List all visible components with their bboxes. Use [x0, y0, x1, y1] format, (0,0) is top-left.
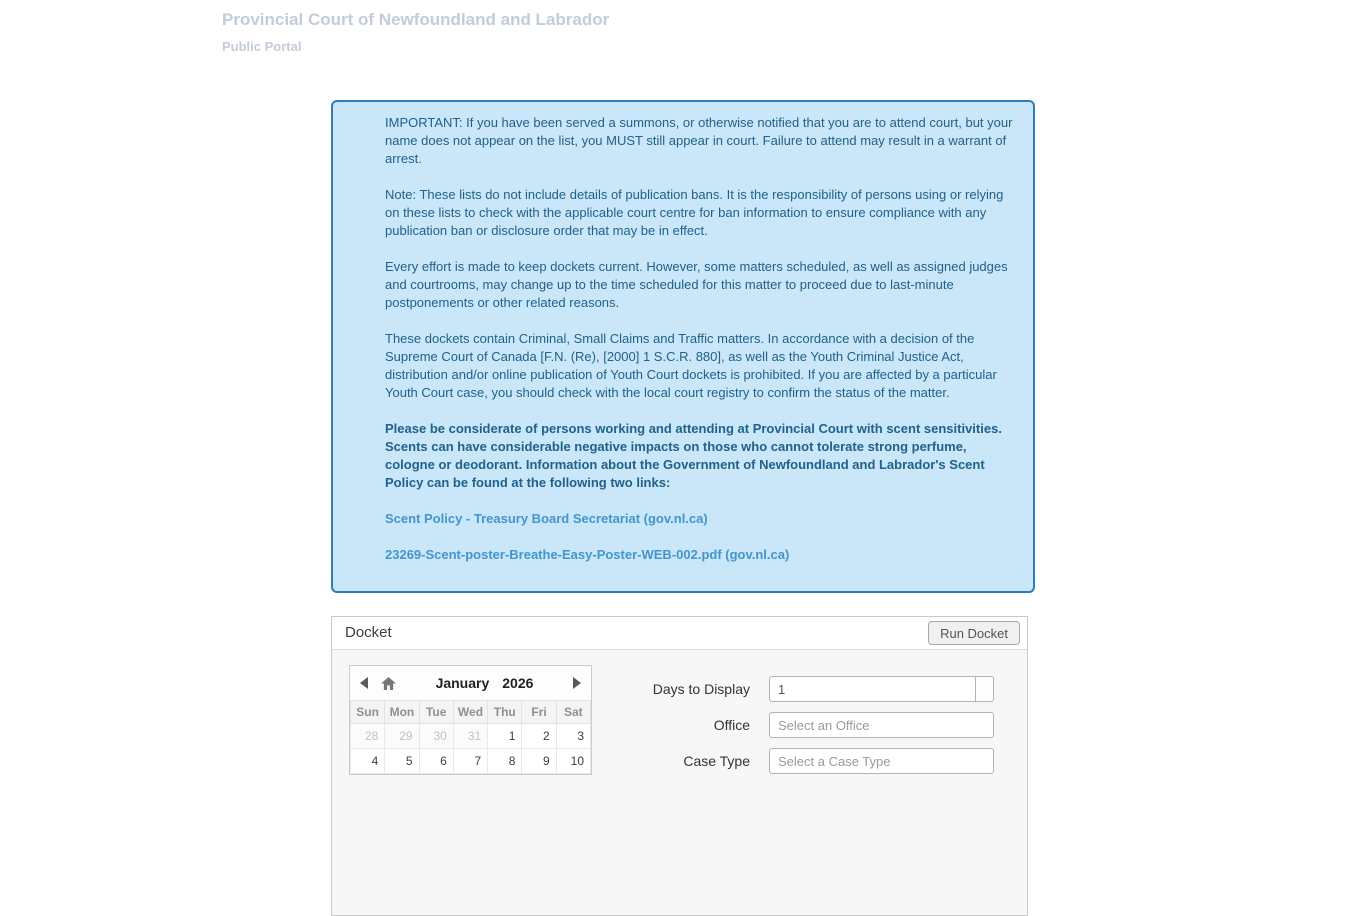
calendar-next-icon[interactable] [573, 677, 581, 689]
docket-panel-title: Docket [345, 624, 392, 641]
calendar-day-cell[interactable]: 10 [556, 749, 590, 774]
calendar-day-header: Fri [522, 701, 556, 724]
scent-policy-link[interactable]: Scent Policy - Treasury Board Secretariat (gov.nl.ca) [385, 511, 708, 526]
days-spinner-control[interactable] [976, 676, 994, 702]
run-docket-button[interactable]: Run Docket [928, 621, 1020, 645]
case-type-row [582, 748, 994, 774]
site-header [222, 10, 609, 54]
days-to-display-input[interactable] [769, 676, 976, 702]
calendar-day-cell[interactable]: 31 [453, 724, 487, 749]
calendar-day-cell[interactable]: 1 [488, 724, 522, 749]
notice-paragraph-scent-policy: Please be considerate of persons working and attending at Provincial Court with scent sensitivities. Scents can have considerable negative impacts on those who cannot tolerate strong perfume, cologne or deodorant. Information about the Government of Newfoundland and Labrador's Scent Policy can be found at the following two links: [385, 421, 1002, 490]
calendar-day-cell[interactable]: 8 [488, 749, 522, 774]
calendar-home-icon[interactable] [381, 677, 396, 690]
calendar-week-row [351, 749, 591, 774]
calendar-day-cell[interactable]: 2 [522, 724, 556, 749]
case-type-label: Case Type [683, 753, 750, 769]
notice-paragraph-important: IMPORTANT: If you have been served a summons, or otherwise notified that you are to attend court, but your name does not appear on the list, you MUST still appear in court. Failure to attend may result in a warrant of arrest. [385, 115, 1013, 166]
calendar [349, 665, 592, 775]
calendar-day-headers [351, 701, 591, 724]
office-row [582, 712, 994, 738]
calendar-day-cell[interactable]: 29 [385, 724, 419, 749]
calendar-day-cell[interactable]: 6 [419, 749, 453, 774]
calendar-day-header: Sun [351, 701, 385, 724]
calendar-day-cell[interactable]: 7 [453, 749, 487, 774]
office-label: Office [713, 717, 750, 733]
calendar-day-cell[interactable]: 9 [522, 749, 556, 774]
calendar-day-header: Thu [488, 701, 522, 724]
notice-paragraph-youth-court: These dockets contain Criminal, Small Claims and Traffic matters. In accordance with a decision of the Supreme Court of Canada [F.N. (Re), [2000] 1 S.C.R. 880], as well as the Youth Criminal Justice Act, distribution and/or online publication of Youth Court dockets is prohibited. If you are affected by a particular Youth Court case, you should check with the local court registry to confirm the status of the matter. [385, 331, 997, 400]
page-subtitle: Public Portal [222, 39, 302, 54]
notice-paragraph-publication-bans: Note: These lists do not include details of publication bans. It is the responsibility of persons using or relying on these lists to check with the applicable court centre for ban information to ensure compliance with any publication ban or disclosure order that may be in effect. [385, 187, 1004, 238]
calendar-week-row [351, 724, 591, 749]
calendar-grid [350, 700, 591, 774]
calendar-day-header: Sat [556, 701, 590, 724]
docket-panel-header [332, 617, 1027, 650]
notice-paragraph-dockets-current: Every effort is made to keep dockets current. However, some matters scheduled, as well as assigned judges and courtrooms, may change up to the time scheduled for this matter to proceed due to last-minute postponements or other related reasons. [385, 259, 1008, 310]
case-type-select-input[interactable] [769, 748, 994, 774]
calendar-day-cell[interactable]: 3 [556, 724, 590, 749]
calendar-body [351, 724, 591, 774]
calendar-day-header: Mon [385, 701, 419, 724]
calendar-day-cell[interactable]: 4 [351, 749, 385, 774]
days-to-display-row [582, 676, 994, 702]
calendar-year-label: 2026 [502, 675, 534, 691]
page-title: Provincial Court of Newfoundland and Labrador [222, 10, 610, 29]
office-select-input[interactable] [769, 712, 994, 738]
calendar-prev-icon[interactable] [360, 677, 368, 689]
calendar-day-header: Tue [419, 701, 453, 724]
important-notice-box [331, 100, 1035, 593]
docket-panel [331, 616, 1028, 916]
calendar-nav [350, 666, 591, 700]
calendar-day-header: Wed [453, 701, 487, 724]
calendar-day-cell[interactable]: 5 [385, 749, 419, 774]
calendar-month-year [396, 675, 573, 691]
calendar-day-cell[interactable]: 30 [419, 724, 453, 749]
calendar-day-cell[interactable]: 28 [351, 724, 385, 749]
days-to-display-label: Days to Display [652, 681, 750, 697]
scent-poster-link[interactable]: 23269-Scent-poster-Breathe-Easy-Poster-WEB-002.pdf (gov.nl.ca) [385, 547, 790, 562]
calendar-month-label: January [435, 675, 490, 691]
